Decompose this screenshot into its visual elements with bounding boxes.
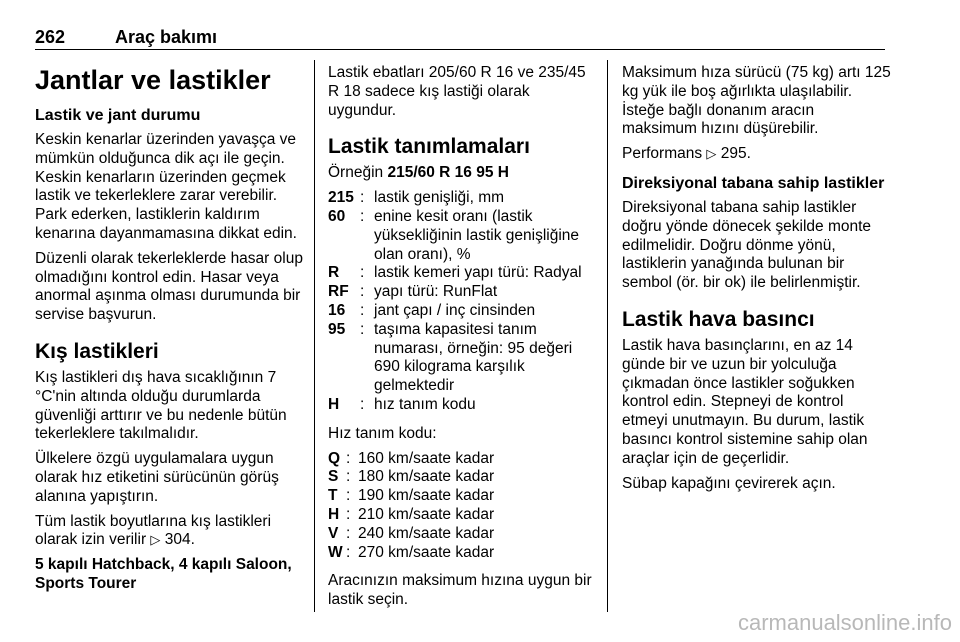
designation-list <box>328 189 596 415</box>
paragraph: Düzenli olarak tekerleklerde hasar olup olmadığını kontrol edin. Hasar veya anormal aşınma olması durumunda bir servise başvurun. <box>35 249 303 324</box>
list-item: V : 240 km/saate kadar <box>328 524 495 542</box>
heading-tire-pressure: Lastik hava basıncı <box>622 307 815 331</box>
subheading-tire-condition: Lastik ve jant durumu <box>35 107 201 124</box>
page-ref-arrow-icon: ▷ <box>150 532 161 548</box>
list-item: S : 180 km/saate kadar <box>328 468 495 486</box>
list-item: H : 210 km/saate kadar <box>328 505 495 523</box>
paragraph: Keskin kenarlar üzerinden yavaşça ve mümkün olduğunca dik açı ile geçin. Keskin kenarların üzerinden geçmek lastik ve tekerleklere zarar verebilir. Park ederken, lastiklerin kaldırım kenarına dayanmamasına dikkat edin. <box>35 131 297 242</box>
column-divider-2 <box>607 60 608 612</box>
section-title: Araç bakımı <box>115 27 218 47</box>
paragraph: Direksiyonal tabana sahip lastikler doğru yönde dönecek şekilde monte edilmelidir. Doğru dönme yönü, lastiklerin yanağında bulunan bir sembol (ör. bir ok) ile belirlenmiştir. <box>622 198 872 292</box>
list-item: R : lastik kemeri yapı türü: Radyal <box>328 264 582 282</box>
column-2 <box>328 64 596 616</box>
example-line: Örneğin 215/60 R 16 95 H <box>328 164 509 182</box>
bold-note: 5 kapılı Hatchback, 4 kapılı Saloon, Sports Tourer <box>35 556 292 592</box>
list-item: 16 : jant çapı / inç cinsinden <box>328 301 536 319</box>
paragraph: Tüm lastik boyutlarına kış lastikleri olarak izin verilir ▷ 304. <box>35 512 272 549</box>
watermark: carmanualsonline.info <box>737 610 952 635</box>
paragraph: Aracınızın maksimum hızına uygun bir lastik seçin. <box>328 572 592 609</box>
column-divider-1 <box>314 60 315 612</box>
list-item: 60 : enine kesit oranı (lastik yüksekliğinin lastik genişliğine olan oranı), % <box>328 207 580 263</box>
column-1 <box>35 60 303 600</box>
paragraph: Sübap kapağını çevirerek açın. <box>622 474 836 492</box>
heading-winter-tires: Kış lastikleri <box>35 339 159 363</box>
chapter-title: Jantlar ve lastikler <box>35 65 271 95</box>
list-item: Q : 160 km/saate kadar <box>328 449 495 467</box>
subheading-directional-tires: Direksiyonal tabana sahip lastikler <box>622 174 885 192</box>
paragraph: Lastik hava basınçlarını, en az 14 günde bir ve uzun bir yolculuğa çıkmadan önce lastikler soğukken kontrol edin. Stepneyi de kontrol etmeyi unutmayın. Bu durum, lastik basıncı kontrol sistemine sahip olan araçlar için de geçerlidir. <box>622 336 868 467</box>
list-item: 215 : lastik genişliği, mm <box>328 189 505 207</box>
list-item: T : 190 km/saate kadar <box>328 487 495 505</box>
paragraph: Performans ▷ 295. <box>622 145 751 163</box>
page-ref-link[interactable]: 304. <box>164 531 195 549</box>
list-item: W : 270 km/saate kadar <box>328 543 495 561</box>
page-ref-link[interactable]: 295. <box>720 145 751 163</box>
paragraph: Kış lastikleri dış hava sıcaklığının 7 °C'nin altında olduğu durumlarda güvenliği arttırır ve bu nedenle bütün tekerleklere takılmalıdır. <box>35 368 287 443</box>
paragraph: Maksimum hıza sürücü (75 kg) artı 125 kg yük ile boş ağırlıkta ulaşılabilir. İsteğe bağlı donanım aracın maksimum hızını düşürebilir. <box>622 64 891 138</box>
speed-code-label: Hız tanım kodu: <box>328 424 437 442</box>
list-item: 95 : taşıma kapasitesi tanım numarası, örneğin: 95 değeri 690 kilograma karşılık gelmektedir <box>328 320 573 395</box>
page-header <box>35 27 885 50</box>
speed-code-list <box>328 450 596 563</box>
column-3 <box>622 64 892 499</box>
list-item: RF : yapı türü: RunFlat <box>328 283 498 301</box>
paragraph: Lastik ebatları 205/60 R 16 ve 235/45 R 18 sadece kış lastiği olarak uygundur. <box>328 64 586 119</box>
page-number: 262 <box>35 27 66 47</box>
list-item: H : hız tanım kodu <box>328 395 476 413</box>
heading-tire-designations: Lastik tanımlamaları <box>328 135 530 159</box>
paragraph: Ülkelere özgü uygulamalara uygun olarak hız etiketini sürücünün görüş alanına yapıştırın. <box>35 450 279 505</box>
page-ref-arrow-icon: ▷ <box>706 146 717 162</box>
